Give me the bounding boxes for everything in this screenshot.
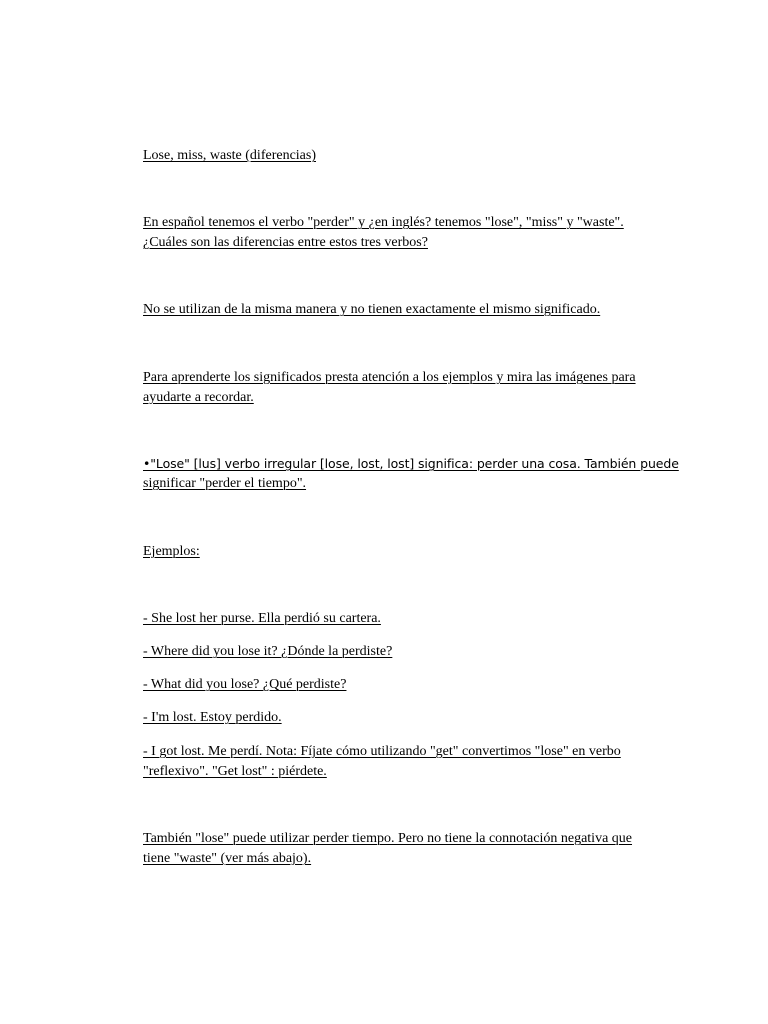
examples-heading [143,542,683,562]
document-title [143,146,683,166]
example-item [143,708,683,728]
document-title-text: Lose, miss, waste (diferencias) [143,148,316,163]
examples-heading-text: Ejemplos: [143,544,200,559]
lose-definition-line-1: •"Lose" [lus] verbo irregular [lose, lost, lost] significa: perder una cosa. También puede [143,456,679,471]
example-item-text: - I'm lost. Estoy perdido. [143,710,282,725]
study-tip-paragraph [143,368,683,408]
example-item-text: - What did you lose? ¿Qué perdiste? [143,677,347,692]
example-item-text: - Where did you lose it? ¿Dónde la perdiste? [143,644,393,659]
lose-definition-paragraph [143,454,683,494]
study-tip-line-1: Para aprenderte los significados presta atención a los ejemplos y mira las imágenes para [143,370,636,385]
meaning-note-text: No se utilizan de la misma manera y no tienen exactamente el mismo significado. [143,302,601,317]
example-reflexive-line-2: "reflexivo". "Get lost" : piérdete. [143,764,327,779]
example-reflexive-line-1: - I got lost. Me perdí. Nota: Fíjate cómo utilizando "get" convertimos "lose" en verbo [143,744,621,759]
lose-time-note-paragraph [143,829,683,869]
intro-paragraph [143,213,683,253]
intro-line-1: En español tenemos el verbo "perder" y ¿en inglés? tenemos "lose", "miss" y "waste". [143,215,624,230]
lose-definition-line-2: significar "perder el tiempo". [143,476,307,491]
example-item [143,675,683,695]
intro-line-2: ¿Cuáles son las diferencias entre estos tres verbos? [143,235,428,250]
example-item [143,642,683,662]
study-tip-line-2: ayudarte a recordar. [143,390,254,405]
lose-time-note-line-2: tiene "waste" (ver más abajo). [143,851,312,866]
lose-time-note-line-1: También "lose" puede utilizar perder tiempo. Pero no tiene la connotación negativa que [143,831,633,846]
example-item-text: - She lost her purse. Ella perdió su cartera. [143,611,381,626]
example-reflexive-paragraph [143,742,683,782]
meaning-note [143,300,683,320]
example-item [143,609,683,629]
